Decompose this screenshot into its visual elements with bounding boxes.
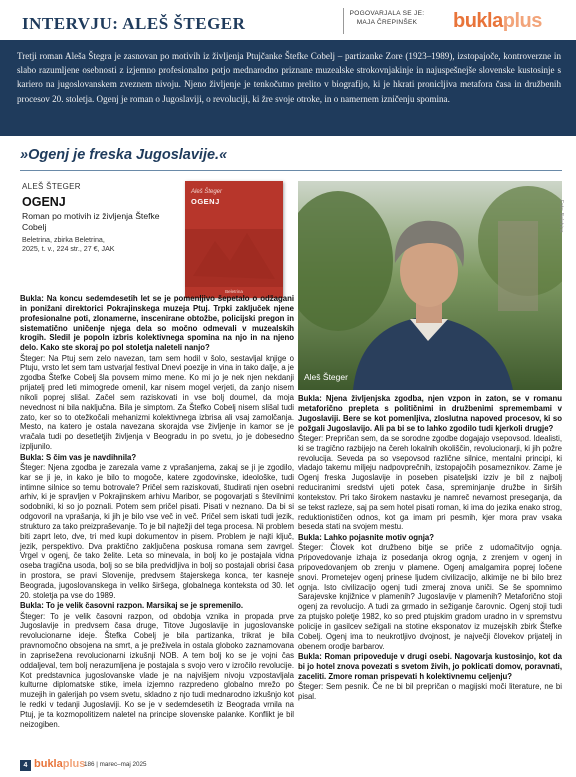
answer-3: Šteger: To je velik časovni razpon, od obdobja vznika in propada prve Jugoslavije in predvsem časa druge, Titove Jugoslavije in jugoslovanske revolucionarne ideje. Štefka Cobelj je bila partizanka, trikrat je bila pravnomočno obsojena na smrt, a je preživela in ostala globoko zaznamovana in zapriseženа revolucionarni izkušnji NOB. A tem bolj ko se je vojni čas oddaljeval, tem bolj nerazumljena je postajala s svojo vero v izročilo revolucije. Kot predstavnica jugoslovanske vlade je na najvišjem nivoju vzpostavljala kulturne diplomatske stike, imela izjemno razpredeno globalno mrežo po muzejih in galerijah po vsem svetu, skladno z njo tudi mednarodno izkušnjo kot le redki v tedanji Jugoslaviji. Ko se je v sedemdesetih iz Beograda vrnila na Ptuj, je ta kozmopolitizem naletel na principe slovenske palanke. Konflikt je bil neizogiben. xyxy=(20,611,294,729)
photo-caption: Aleš Šteger xyxy=(304,372,348,382)
book-author: ALEŠ ŠTEGER xyxy=(22,182,81,191)
interview-column-2 xyxy=(298,394,562,702)
answer-2: Šteger: Njena zgodba je zarezala vame z vprašanjema, zakaj se ji je zgodilo, kar se ji je, in kako je bilo to mogoče, katere zgodovinske, ideološke, tudi intimne silnice so temu botrovale? Pričel sem raziskovati, študirati njen osebni arhiv, ki je spravljen v Pokrajinskem arhivu Maribor, se pogovarjati s številnimi sodobniki, ki so jo poznali. Potem sem pričel pisati. Pisati v neznano. Da bi si odgovoril na vprašanja, ki jih je bilo vse več in več. Pričel sem iskati tudi jezik, strukturo za tako preizpraševanje. To je bil najtežji del tega procesa. Ni problem biti zaprt leto, dve, tri med kupi dokumentov in pisem. Problem je najti ključ, jezik, perspektivo. Dva praktično zaključena poskusa romana sem zavrgel. Vrgel v ogenj, če tako želite. Leta so minevala, in bolj ko je postajala vidna oseba tragična usoda, bolj so se bila predvidljiva in bolj so postajali obrisi časa in prostora, se pravi Slovenije, predvsem štajerskega konca, ter kasneje Beograda, jugoslovanskega in veliko širšega, globalnega konteksta od 30. let 20. stoletja pa vse do 1989. xyxy=(20,462,294,600)
book-title: OGENJ xyxy=(22,194,66,209)
section-divider xyxy=(20,170,562,171)
intro-text: Tretji roman Aleša Štegra je zasnovan po motivih iz življenja Ptujčanke Štefke Cobelj – partizanke Zore (1923–1989), izstopajoče, kontroverzne in slabo razumljene osebnosti z izjemno profesionalno potjo mednarodno priznane muzealske strokovnjakinje in najuspešnejše slovenske kustosinje s kariero na jugoslovanskem zveznem nivoju. Njeno življenje je tenkočutno prelito v biografijo, ki je hkrati pronicljiva metafora časa in družbenih procesov 20. stoletja. Ogenj je roman o Jugoslaviji, o revoluciji, ki žre svoje otroke, in o namernem izničenju spomina. xyxy=(17,51,561,104)
answer-5: Šteger: Človek kot družbeno bitje se priče z udomačitvijo ognja. Pripovedovanje izhaja iz posedanja okrog ognja, z zrenjem v ogenj in pripovedovanjem ob zrenju v plamene. Ogenj amalgamira poprej ločene snovi. Prometejev ogenj prinese ljudem civilizacijo, alkimije ne bi bilo brez ognja. Isto civilizacijo ogenj tudi zmeraj znova uniči. Se še spomnimo Sarajevske knjižnice v plamenih? Jugoslavije v plamenih? Metaforično stoji ogenj za revolucijo. A tudi za grmado in sežiganje čarovnic. Ogenj stoji tudi za ptujsko poletje 1982, ko so pred ptujskim gradom uradno in v spremstvu policije in gasilcev sežigali na stotine eksponatov iz muzejskih zbirk Štefke Cobelj. Ogenj ima to neukrotljivo dvojnost, je največji človekov prijatelj in obenem orodje barbarov. xyxy=(298,543,562,651)
question-6: Bukla: Roman pripoveduje v drugi osebi. Nagovarja kustosinjo, kot da bi jo hotel znova povezati s svetom živih, jo poklicati domov, poravnati, zaceliti. Zmore roman prispevati h kolektivnemu celjenju? xyxy=(298,651,562,681)
credit-label: POGOVARJALA SE JE: xyxy=(349,10,425,17)
intro-block xyxy=(0,40,576,136)
page-header xyxy=(0,0,576,40)
book-subtitle: Roman po motivih iz življenja Štefke Cobelj xyxy=(22,210,160,232)
book-details: 2025, t. v., 224 str., 27 €, JAK xyxy=(22,245,115,253)
page-footer xyxy=(0,755,576,777)
interview-column-1 xyxy=(20,294,294,730)
question-4: Bukla: Njena življenjska zgodba, njen vzpon in zaton, se v romanu metaforično prepleta s političnimi in družbenimi spremembami v Jugoslaviji. Bere se kot pomenljiva, zloslutna napoved procesov, ki so požgali Jugoslavijo. Ali pa bi se to lahko zgodilo tudi kjerkoli drugje? xyxy=(298,394,562,433)
book-cover xyxy=(185,181,283,298)
question-5: Bukla: Lahko pojasnite motiv ognja? xyxy=(298,532,435,542)
answer-6: Šteger: Sem pesnik. Če ne bi bil prepričan o magijski moči literature, ne bi pisal. xyxy=(298,681,562,701)
section-title: INTERVJU: ALEŠ ŠTEGER xyxy=(22,14,246,33)
answer-4: Šteger: Prepričan sem, da se sorodne zgodbe dogajajo vsepovsod. Idealisti, ki se tragično razbijejo na čereh lokalnih okoliščin, revolucionarji, ki jih požre revolucija. Seveda pa so vsepovsod različne silnice, mentalni principi, ki vladajo takemu miljeju nadpovprečnih, izstopajočih posameznikov. Zame je Ogenj freska Jugoslavije in poseben pisateljski izziv je bil z najbolj reduciranimi sredstvi ujeti potek časa, spreminjanje družbe in širših kontekstov. Pri tako širokem nastavku je namreč nevarnost preseganja, da se tekst razleze, saj pa sem hotel pisati roman, ki ima do jezika enako strog, reduktionističen odnos, kot ga imam pri pesmih, kjer mora prav vsaka beseda stati na svojem mestu. xyxy=(298,433,562,532)
question-1: Bukla: Na koncu sedemdesetih let se je pomenljivo šepetalo o odžagani in ponižani direktorici Pokrajinskega muzeja Ptuj. Trpki zaključek njene profesionalne poti, zlonamerne, inscenirane obtožbe, policijski pregon in sistematično uničenje njega dela so močno odmevali v muzealskih krogih. Sledil je popoln izbris kolektivnega spomina na njo in na njeno delo. Kako ste skoraj po pol stoletja naleteli nanjo? xyxy=(20,294,294,353)
cover-title: OGENJ xyxy=(191,197,220,206)
cover-author: Aleš Šteger xyxy=(191,189,223,195)
interviewer-credit xyxy=(343,9,431,27)
question-3: Bukla: To je velik časovni razpon. Marsikaj se je spremenilo. xyxy=(20,601,244,611)
portrait-image xyxy=(298,181,562,390)
bukla-plus-logo: buklaplus xyxy=(453,10,542,32)
answer-1: Šteger: Na Ptuj sem zelo navezan, tam sem hodil v šolo, sestavljal knjige o Ptuju, vrsto let sem tam ustvarjal festival Dnevi poezije in vina in tako dalje, a je zgodba Štefke Cobelj šla povsem mimo mene. Ko mi jo je nek njen nekdanji prijatelj pred leti mimogrede omenil, kar nisem mogel verjeti, da zanjo nisem nikoli poprej slišal. Začel sem raziskovati in vse bolj doumel, da moja nevednost ni bila naključna. Bila je simptom. Za Štefko Cobelj nisem slišal tudi zato, ker so to otežkočali mehanizmi kolektivnega izbrisa ali vsaj zamolčanja. Mesto, na katero je ostala navezana skorajda vse življenje in kamor se je vračala tudi po desetletjih življenja v Beogradu in po svetu, jo je dobesedno izpljunilo. xyxy=(20,353,294,452)
question-2: Bukla: S čim vas je navdihnila? xyxy=(20,452,137,462)
pull-quote: »Ogenj je freska Jugoslavije.« xyxy=(20,147,228,163)
credit-name: MAJA ČREPINŠEK xyxy=(356,19,418,26)
issue-info: 186 | marec–maj 2025 xyxy=(84,761,147,768)
author-photo xyxy=(298,181,562,390)
book-publisher: Beletrina, zbirka Beletrina, xyxy=(22,235,105,244)
footer-logo: buklaplus xyxy=(34,758,86,770)
cover-publisher: Beletrina xyxy=(225,289,243,294)
book-info xyxy=(22,182,182,255)
photo-credit: Foto: Beletrina xyxy=(558,200,564,233)
page-number: 4 xyxy=(20,760,31,771)
